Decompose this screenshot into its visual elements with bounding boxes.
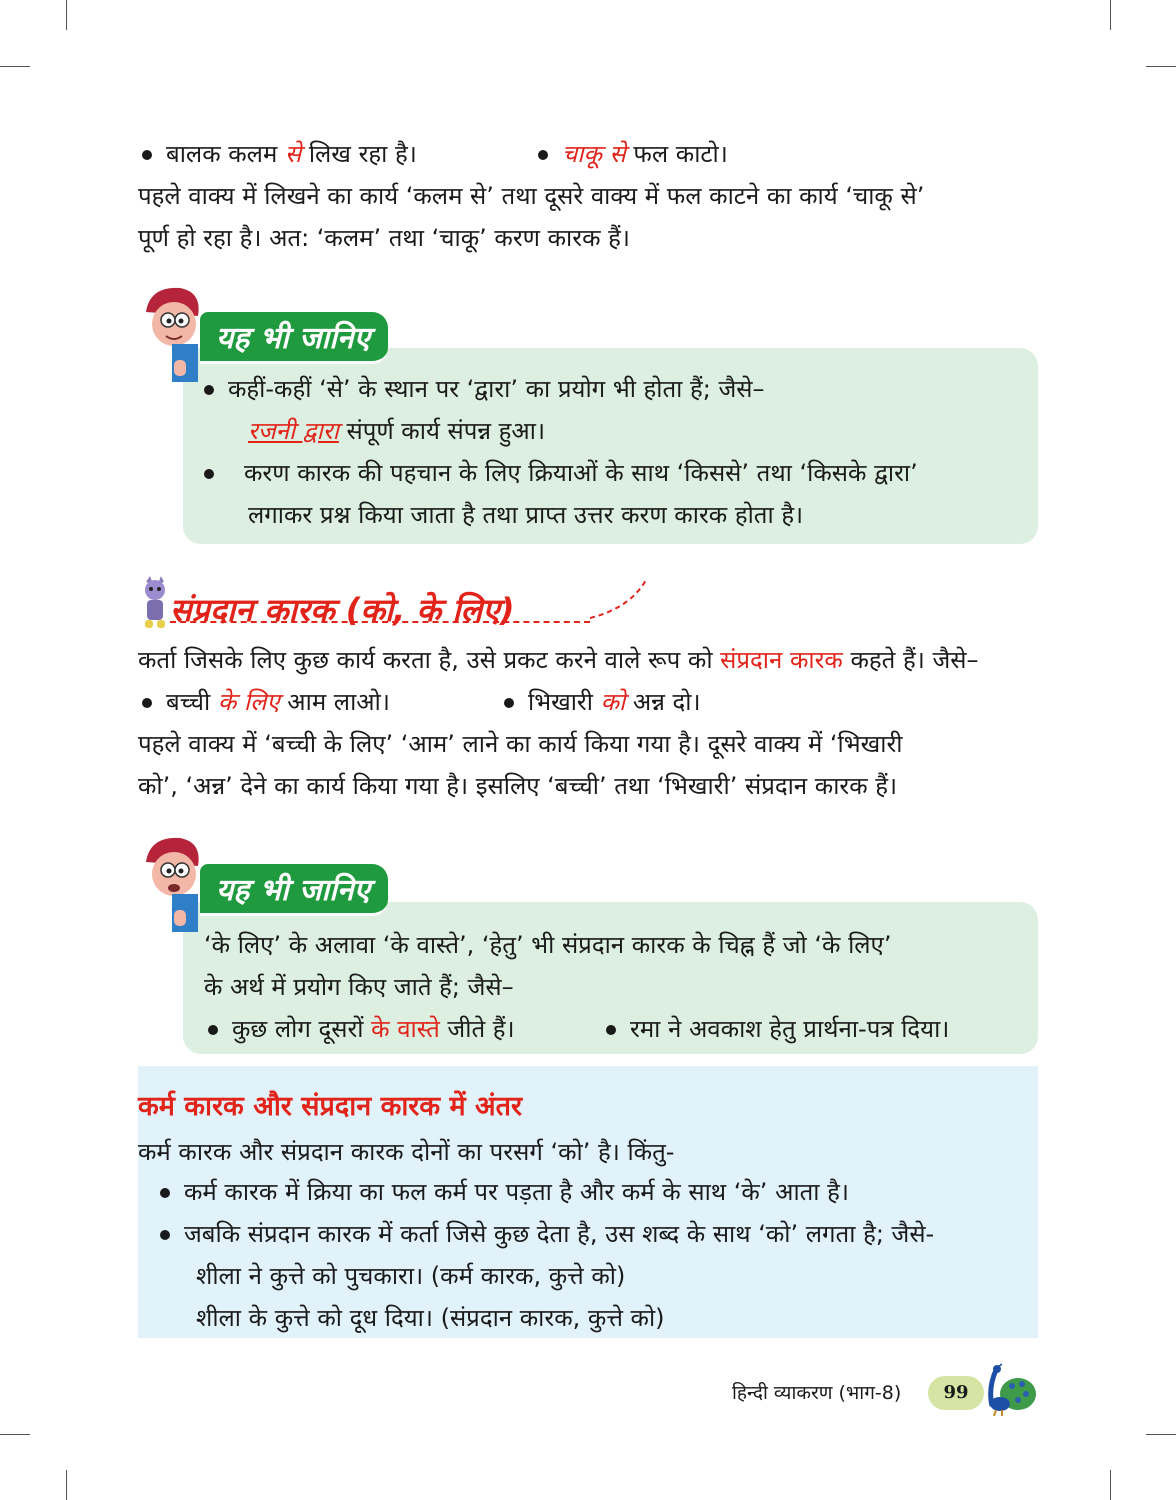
- bullet: [538, 150, 548, 160]
- crop-mark: [0, 1434, 30, 1435]
- bullet: [504, 698, 514, 708]
- difference-title: कर्म कारक और संप्रदान कारक में अंतर: [138, 1091, 523, 1122]
- page-number: 99: [928, 1376, 984, 1410]
- example-sentence: शीला ने कुत्ते को पुचकारा। (कर्म कारक, कुत्ते को): [196, 1262, 626, 1290]
- info-line: ‘के लिए’ के अलावा ‘के वास्ते’, ‘हेतु’ भी संप्रदान कारक के चिह्न हैं जो ‘के लिए’: [204, 931, 892, 959]
- paragraph-line: पूर्ण हो रहा है। अत: ‘कलम’ तथा ‘चाकू’ करण कारक हैं।: [138, 224, 630, 252]
- crop-mark: [1146, 1434, 1176, 1435]
- cartoon-boy-icon: [140, 832, 206, 932]
- know-more-tag: यह भी जानिए: [200, 312, 388, 364]
- peacock-icon: [982, 1362, 1038, 1416]
- info-line: के अर्थ में प्रयोग किए जाते हैं; जैसे–: [204, 973, 514, 1001]
- bullet: [160, 1230, 170, 1240]
- heading-underline: [170, 621, 590, 623]
- know-more-tag: यह भी जानिए: [200, 864, 388, 916]
- bullet: [208, 1025, 218, 1035]
- book-title: हिन्दी व्याकरण (भाग-8): [732, 1382, 902, 1404]
- example-sentence: बच्ची के लिए आम लाओ।: [142, 680, 390, 724]
- bullet: [204, 469, 214, 479]
- heading-swoosh: [590, 578, 650, 622]
- info-bullet: करण कारक की पहचान के लिए क्रियाओं के साथ ‘किससे’ तथा ‘किसके द्वारा’: [204, 452, 918, 494]
- example-sentence: चाकू से फल काटो।: [538, 132, 728, 176]
- example-sentence: शीला के कुत्ते को दूध दिया। (संप्रदान कारक, कुत्ते को): [196, 1304, 665, 1332]
- info-bullet: कहीं-कहीं ‘से’ के स्थान पर ‘द्वारा’ का प्रयोग भी होता हैं; जैसे–: [204, 368, 765, 410]
- paragraph-line: को’, ‘अन्न’ देने का कार्य किया गया है। इसलिए ‘बच्ची’ तथा ‘भिखारी’ संप्रदान कारक हैं।: [138, 772, 898, 800]
- paragraph-line: कर्म कारक और संप्रदान कारक दोनों का परसर्ग ‘को’ है। किंतु-: [138, 1138, 675, 1166]
- difference-bullet: जबकि संप्रदान कारक में कर्ता जिसे कुछ देता है, उस शब्द के साथ ‘को’ लगता है; जैसे-: [160, 1212, 934, 1256]
- info-example: रमा ने अवकाश हेतु प्रार्थना-पत्र दिया।: [606, 1008, 949, 1050]
- example-sentence: भिखारी को अन्न दो।: [504, 680, 701, 724]
- cartoon-boy-icon: [140, 282, 206, 382]
- bullet: [606, 1025, 616, 1035]
- info-example: रजनी द्वारा संपूर्ण कार्य संपन्न हुआ।: [248, 417, 546, 445]
- example-sentence: बालक कलम से लिख रहा है।: [142, 132, 417, 176]
- bullet: [160, 1188, 170, 1198]
- bullet: [142, 150, 152, 160]
- crop-mark: [66, 0, 67, 30]
- info-line: लगाकर प्रश्न किया जाता है तथा प्राप्त उत्तर करण कारक होता है।: [248, 501, 804, 529]
- cat-mascot-icon: [140, 574, 170, 630]
- info-example: कुछ लोग दूसरों के वास्ते जीते हैं।: [208, 1008, 515, 1050]
- paragraph-line: पहले वाक्य में ‘बच्ची के लिए’ ‘आम’ लाने का कार्य किया गया है। दूसरे वाक्य में ‘भिखारी: [138, 730, 903, 758]
- section-heading: संप्रदान कारक (को, के लिए): [170, 591, 515, 629]
- crop-mark: [66, 1470, 67, 1500]
- definition-line: कर्ता जिसके लिए कुछ कार्य करता है, उसे प्रकट करने वाले रूप को संप्रदान कारक कहते हैं। जैसे–: [138, 646, 979, 674]
- paragraph-line: पहले वाक्य में लिखने का कार्य ‘कलम से’ तथा दूसरे वाक्य में फल काटने का कार्य ‘चाकू से’: [138, 182, 925, 210]
- bullet: [204, 385, 214, 395]
- bullet: [142, 698, 152, 708]
- crop-mark: [1110, 1470, 1111, 1500]
- crop-mark: [0, 66, 30, 67]
- crop-mark: [1146, 66, 1176, 67]
- difference-bullet: कर्म कारक में क्रिया का फल कर्म पर पड़ता है और कर्म के साथ ‘के’ आता है।: [160, 1170, 849, 1214]
- crop-mark: [1110, 0, 1111, 30]
